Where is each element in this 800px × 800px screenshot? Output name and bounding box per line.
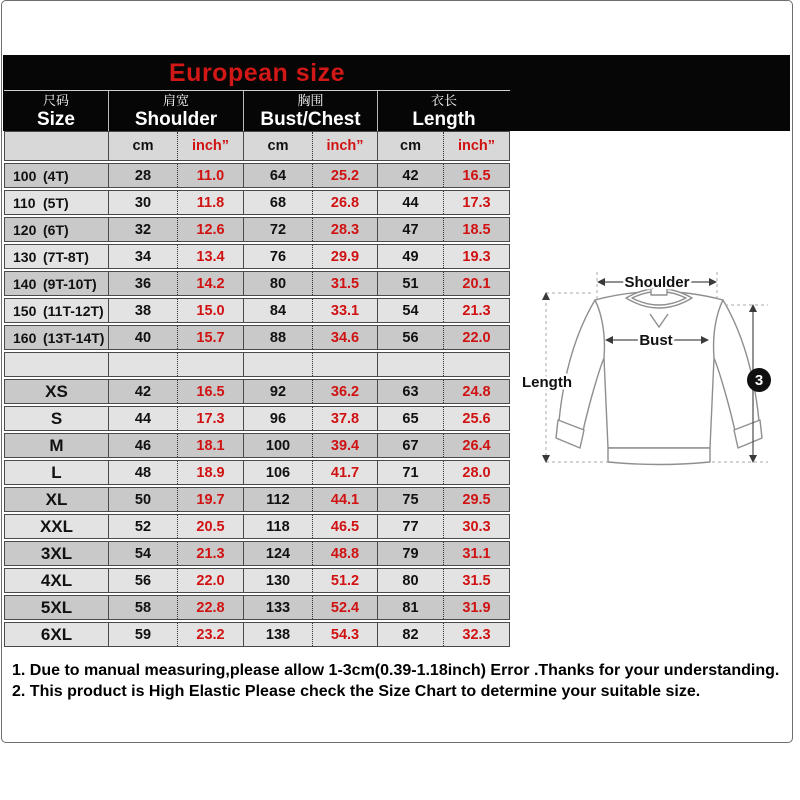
table-row xyxy=(4,298,510,323)
table-row xyxy=(4,163,510,188)
size-cell: 150 (11T-12T) xyxy=(13,302,104,319)
cm-cell: 63 xyxy=(377,380,443,403)
inch-cell: 18.5 xyxy=(443,218,509,241)
cm-cell: 44 xyxy=(108,407,177,430)
cm-cell xyxy=(108,353,177,376)
size-cell: XXL xyxy=(39,516,74,536)
size-cell: 140 (9T-10T) xyxy=(13,275,97,292)
header-band xyxy=(3,55,790,131)
cm-cell: 59 xyxy=(108,623,177,646)
unit-row xyxy=(4,131,510,161)
inch-cell: 46.5 xyxy=(312,515,377,538)
cm-cell: 81 xyxy=(377,596,443,619)
table-row xyxy=(4,271,510,296)
unit-inch-length: inch” xyxy=(443,132,509,160)
header-bust-en: Bust/Chest xyxy=(260,109,361,130)
cm-cell: 124 xyxy=(243,542,312,565)
page-title: European size xyxy=(169,59,345,87)
size-cell: 130 (7T-8T) xyxy=(13,248,89,265)
cm-cell: 80 xyxy=(243,272,312,295)
header-length xyxy=(377,91,510,132)
cm-cell: 47 xyxy=(377,218,443,241)
cm-cell: 42 xyxy=(377,164,443,187)
unit-inch-bust: inch” xyxy=(312,132,377,160)
cm-cell: 130 xyxy=(243,569,312,592)
inch-cell: 41.7 xyxy=(312,461,377,484)
cm-cell: 36 xyxy=(108,272,177,295)
table-header-row xyxy=(4,90,510,132)
inch-cell xyxy=(443,353,509,376)
cm-cell: 56 xyxy=(108,569,177,592)
cm-cell: 50 xyxy=(108,488,177,511)
badge-number: 3 xyxy=(754,372,764,389)
header-length-en: Length xyxy=(412,109,476,130)
cm-cell: 65 xyxy=(377,407,443,430)
sweatshirt-outline xyxy=(556,288,762,465)
size-cell: 160 (13T-14T) xyxy=(13,329,105,346)
unit-cm-shoulder: cm xyxy=(108,132,177,160)
cm-cell: 71 xyxy=(377,461,443,484)
inch-cell: 25.6 xyxy=(443,407,509,430)
cm-cell: 44 xyxy=(377,191,443,214)
cm-cell: 133 xyxy=(243,596,312,619)
cm-cell: 67 xyxy=(377,434,443,457)
size-cell: M xyxy=(49,435,64,455)
inch-cell: 26.8 xyxy=(312,191,377,214)
cm-cell: 52 xyxy=(108,515,177,538)
inch-cell: 13.4 xyxy=(177,245,243,268)
inch-cell: 32.3 xyxy=(443,623,509,646)
footnote-2: 2. This product is High Elastic Please check the Size Chart to determine your suitable size. xyxy=(12,682,701,700)
inch-cell: 36.2 xyxy=(312,380,377,403)
inch-cell: 21.3 xyxy=(443,299,509,322)
header-shoulder-en: Shoulder xyxy=(134,109,218,130)
cm-cell: 100 xyxy=(243,434,312,457)
size-cell: XL xyxy=(45,489,68,509)
cm-cell: 42 xyxy=(108,380,177,403)
header-shoulder xyxy=(108,91,243,132)
inch-cell: 17.3 xyxy=(177,407,243,430)
inch-cell: 31.9 xyxy=(443,596,509,619)
header-shoulder-zh: 肩宽 xyxy=(162,93,189,108)
inch-cell: 31.5 xyxy=(312,272,377,295)
size-cell: 4XL xyxy=(40,570,73,590)
header-size xyxy=(4,91,108,132)
inch-cell: 17.3 xyxy=(443,191,509,214)
inch-cell: 44.1 xyxy=(312,488,377,511)
header-bust xyxy=(243,91,377,132)
table-row xyxy=(4,487,510,512)
inch-cell: 18.9 xyxy=(177,461,243,484)
table-row xyxy=(4,595,510,620)
table-row xyxy=(4,325,510,350)
garment-measure-diagram xyxy=(514,246,796,481)
inch-cell: 20.1 xyxy=(443,272,509,295)
size-cell xyxy=(5,353,108,376)
footnote-1: 1. Due to manual measuring,please allow 1-3cm(0.39-1.18inch) Error .Thanks for your understanding. xyxy=(12,662,780,679)
table-row xyxy=(4,514,510,539)
cm-cell: 28 xyxy=(108,164,177,187)
cm-cell: 138 xyxy=(243,623,312,646)
cm-cell: 40 xyxy=(108,326,177,349)
inch-cell: 29.5 xyxy=(443,488,509,511)
inch-cell: 33.1 xyxy=(312,299,377,322)
inch-cell: 31.5 xyxy=(443,569,509,592)
size-cell: 3XL xyxy=(40,543,73,563)
cm-cell: 56 xyxy=(377,326,443,349)
cm-cell: 77 xyxy=(377,515,443,538)
unit-empty-cell xyxy=(5,132,108,160)
inch-cell: 52.4 xyxy=(312,596,377,619)
inch-cell: 28.3 xyxy=(312,218,377,241)
size-cell: L xyxy=(51,462,62,482)
cm-cell xyxy=(377,353,443,376)
table-row xyxy=(4,460,510,485)
inch-cell: 16.5 xyxy=(443,164,509,187)
inch-cell: 51.2 xyxy=(312,569,377,592)
table-row xyxy=(4,217,510,242)
inch-cell: 24.8 xyxy=(443,380,509,403)
inch-cell: 14.2 xyxy=(177,272,243,295)
bust-measure-label: Bust xyxy=(639,332,673,349)
unit-inch-shoulder: inch” xyxy=(177,132,243,160)
cm-cell: 58 xyxy=(108,596,177,619)
inch-cell: 39.4 xyxy=(312,434,377,457)
inch-cell: 11.8 xyxy=(177,191,243,214)
size-cell: 110 (5T) xyxy=(13,194,69,211)
inch-cell: 22.0 xyxy=(443,326,509,349)
cm-cell: 80 xyxy=(377,569,443,592)
cm-cell: 46 xyxy=(108,434,177,457)
inch-cell: 19.7 xyxy=(177,488,243,511)
cm-cell: 82 xyxy=(377,623,443,646)
inch-cell: 22.0 xyxy=(177,569,243,592)
cm-cell: 51 xyxy=(377,272,443,295)
size-cell: S xyxy=(50,408,63,428)
inch-cell: 15.7 xyxy=(177,326,243,349)
table-row xyxy=(4,406,510,431)
cm-cell: 48 xyxy=(108,461,177,484)
size-cell: XS xyxy=(45,381,68,401)
inch-cell: 15.0 xyxy=(177,299,243,322)
cm-cell: 72 xyxy=(243,218,312,241)
cm-cell: 54 xyxy=(108,542,177,565)
table-spacer-row xyxy=(4,352,510,377)
table-row xyxy=(4,379,510,404)
cm-cell: 34 xyxy=(108,245,177,268)
cm-cell: 118 xyxy=(243,515,312,538)
header-size-en: Size xyxy=(36,109,76,130)
cm-cell: 49 xyxy=(377,245,443,268)
size-table xyxy=(4,131,510,649)
cm-cell: 79 xyxy=(377,542,443,565)
size-cell: 6XL xyxy=(40,624,73,644)
cm-cell: 92 xyxy=(243,380,312,403)
unit-cm-bust: cm xyxy=(243,132,312,160)
inch-cell: 23.2 xyxy=(177,623,243,646)
shoulder-measure-label: Shoulder xyxy=(624,274,690,291)
size-cell: 120 (6T) xyxy=(13,221,69,238)
inch-cell xyxy=(312,353,377,376)
table-row xyxy=(4,433,510,458)
inch-cell xyxy=(177,353,243,376)
size-cell: 100 (4T) xyxy=(13,167,69,184)
inch-cell: 26.4 xyxy=(443,434,509,457)
length-measure-label: Length xyxy=(522,374,572,391)
inch-cell: 31.1 xyxy=(443,542,509,565)
cm-cell: 64 xyxy=(243,164,312,187)
inch-cell: 12.6 xyxy=(177,218,243,241)
cm-cell: 75 xyxy=(377,488,443,511)
cm-cell: 88 xyxy=(243,326,312,349)
inch-cell: 28.0 xyxy=(443,461,509,484)
unit-cm-length: cm xyxy=(377,132,443,160)
header-bust-zh: 胸围 xyxy=(297,93,324,108)
cm-cell xyxy=(243,353,312,376)
cm-cell: 76 xyxy=(243,245,312,268)
inch-cell: 37.8 xyxy=(312,407,377,430)
inch-cell: 18.1 xyxy=(177,434,243,457)
cm-cell: 30 xyxy=(108,191,177,214)
inch-cell: 34.6 xyxy=(312,326,377,349)
inch-cell: 30.3 xyxy=(443,515,509,538)
cm-cell: 106 xyxy=(243,461,312,484)
inch-cell: 22.8 xyxy=(177,596,243,619)
inch-cell: 20.5 xyxy=(177,515,243,538)
inch-cell: 29.9 xyxy=(312,245,377,268)
header-size-zh: 尺码 xyxy=(42,93,69,108)
table-row xyxy=(4,541,510,566)
cm-cell: 54 xyxy=(377,299,443,322)
table-body xyxy=(4,163,510,647)
cm-cell: 38 xyxy=(108,299,177,322)
size-cell: 5XL xyxy=(40,597,73,617)
inch-cell: 16.5 xyxy=(177,380,243,403)
table-row xyxy=(4,622,510,647)
footnotes xyxy=(12,661,790,702)
inch-cell: 48.8 xyxy=(312,542,377,565)
table-row xyxy=(4,568,510,593)
table-row xyxy=(4,190,510,215)
cm-cell: 68 xyxy=(243,191,312,214)
inch-cell: 54.3 xyxy=(312,623,377,646)
cm-cell: 84 xyxy=(243,299,312,322)
inch-cell: 19.3 xyxy=(443,245,509,268)
cm-cell: 96 xyxy=(243,407,312,430)
table-row xyxy=(4,244,510,269)
inch-cell: 25.2 xyxy=(312,164,377,187)
inch-cell: 11.0 xyxy=(177,164,243,187)
inch-cell: 21.3 xyxy=(177,542,243,565)
header-length-zh: 衣长 xyxy=(430,93,457,108)
cm-cell: 112 xyxy=(243,488,312,511)
cm-cell: 32 xyxy=(108,218,177,241)
